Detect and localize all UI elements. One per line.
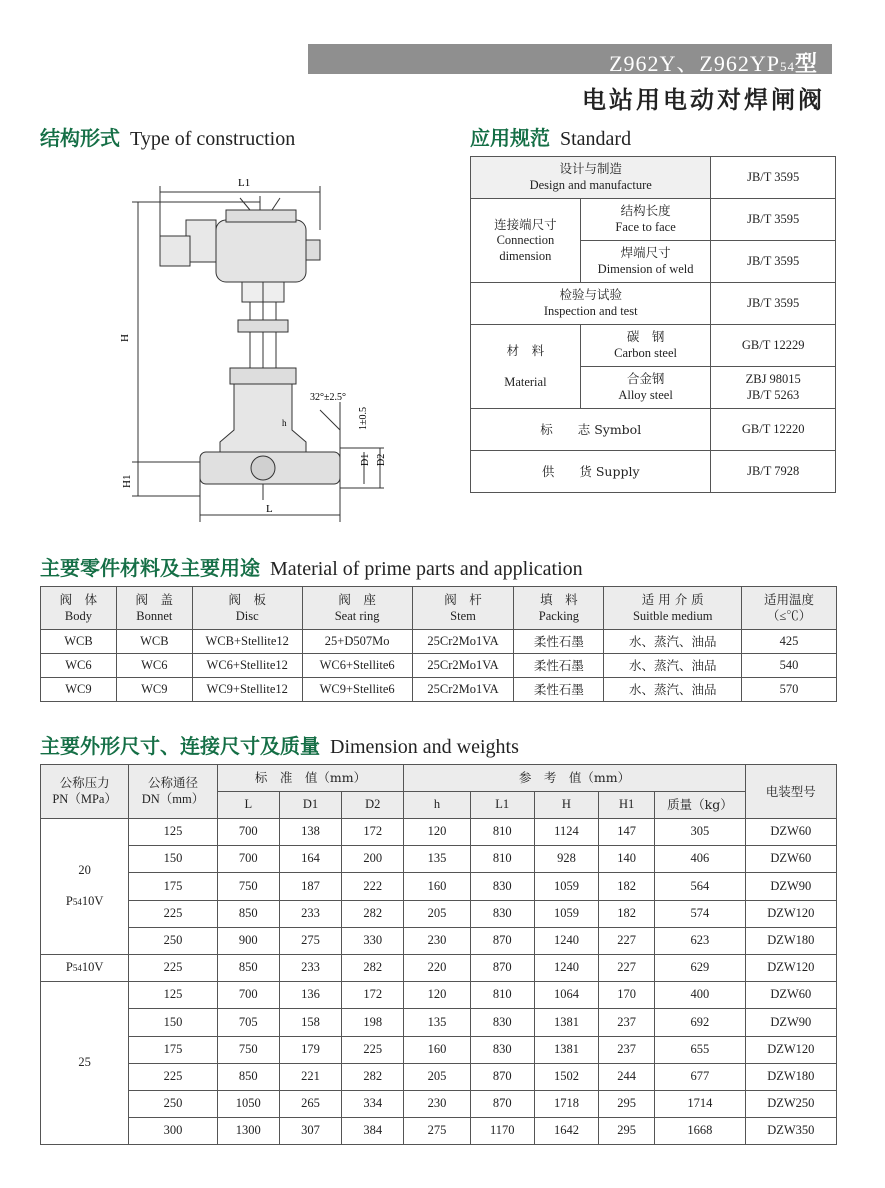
dim-row: [41, 982, 837, 1009]
standard-heading: 应用规范 Standard: [470, 126, 632, 150]
dim-cell: 250: [129, 927, 217, 954]
dim-cell: 160: [404, 873, 470, 900]
dim-cell: 282: [342, 954, 404, 981]
dim-cell: 692: [655, 1009, 745, 1036]
dim-cell: 830: [470, 873, 534, 900]
dim-l1-label: L1: [238, 177, 251, 189]
material-header-cell: 阀 体 Body: [41, 587, 117, 630]
material-cell: 25Cr2Mo1VA: [412, 654, 514, 678]
dim-head-standard: 标 准 值（mm）: [217, 765, 404, 792]
std-carbon-cell: 碳 钢 Carbon steel: [580, 325, 711, 367]
dim-col-header: H: [534, 792, 598, 819]
dim-cell: 237: [599, 1036, 655, 1063]
dim-col-header: 质量（kg）: [655, 792, 745, 819]
dim-cell: 1381: [534, 1009, 598, 1036]
material-cell: 柔性石墨: [514, 630, 604, 654]
dim-cell: 330: [342, 927, 404, 954]
dim-cell: 120: [404, 819, 470, 846]
material-cell: 水、蒸汽、油品: [604, 654, 742, 678]
dim-cell: 384: [342, 1118, 404, 1145]
dim-cell: 1300: [217, 1118, 279, 1145]
dim-cell: 700: [217, 846, 279, 873]
std-insp-cell: 检验与试验 Inspection and test: [471, 283, 711, 325]
dim-cell: 230: [404, 1090, 470, 1117]
dim-cell: 136: [279, 982, 341, 1009]
dim-cell: 1240: [534, 954, 598, 981]
dim-row: [41, 1063, 837, 1090]
dim-cell: 850: [217, 1063, 279, 1090]
dim-cell: 222: [342, 873, 404, 900]
product-title: 电站用电动对焊闸阀: [582, 86, 825, 114]
dim-cell: 225: [129, 954, 217, 981]
dim-l-label: L: [266, 503, 273, 515]
material-row: [41, 630, 837, 654]
dim-cell: 850: [217, 900, 279, 927]
dim-cell: 830: [470, 1036, 534, 1063]
material-table: [40, 586, 837, 702]
dim-h1-label: H1: [121, 474, 133, 488]
dim-cell: 1714: [655, 1090, 745, 1117]
dim-row: [41, 900, 837, 927]
material-header-cell: 适用温度 （≤℃）: [742, 587, 837, 630]
material-row: [41, 654, 837, 678]
material-cell: 425: [742, 630, 837, 654]
dim-cell: 810: [470, 846, 534, 873]
dim-cell: DZW120: [745, 1036, 836, 1063]
dim-small-h-label: h: [282, 418, 287, 428]
dim-head-reference: 参 考 值（mm）: [404, 765, 745, 792]
material-cell: 25Cr2Mo1VA: [412, 678, 514, 702]
material-cell: WC9+Stellite12: [192, 678, 302, 702]
dim-cell: 147: [599, 819, 655, 846]
dim-cell: 295: [599, 1118, 655, 1145]
dim-cell: 1240: [534, 927, 598, 954]
dim-cell: 233: [279, 954, 341, 981]
dim-cell: 225: [129, 900, 217, 927]
dim-d1-label: D1: [360, 453, 371, 466]
material-header-cell: 阀 板 Disc: [192, 587, 302, 630]
dim-cell: 870: [470, 954, 534, 981]
dim-cell: 810: [470, 982, 534, 1009]
dim-cell: 244: [599, 1063, 655, 1090]
dim-cell: 870: [470, 927, 534, 954]
dim-cell: 175: [129, 1036, 217, 1063]
material-cell: 25Cr2Mo1VA: [412, 630, 514, 654]
std-carbon-value: GB/T 12229: [711, 325, 836, 367]
dim-cell: 295: [599, 1090, 655, 1117]
dim-cell: 220: [404, 954, 470, 981]
dim-cell: 170: [599, 982, 655, 1009]
dim-cell: 205: [404, 1063, 470, 1090]
model-number: Z962Y、Z962YP54型: [609, 51, 818, 77]
material-cell: 540: [742, 654, 837, 678]
dim-cell: 200: [342, 846, 404, 873]
dim-cell: 227: [599, 927, 655, 954]
dim-cell: 205: [404, 900, 470, 927]
dim-cell: DZW90: [745, 873, 836, 900]
material-cell: WC9: [116, 678, 192, 702]
dim-cell: 221: [279, 1063, 341, 1090]
dim-cell: 233: [279, 900, 341, 927]
std-f2f-value: JB/T 3595: [711, 199, 836, 241]
dim-row: [41, 954, 837, 981]
material-cell: 水、蒸汽、油品: [604, 678, 742, 702]
dim-cell: 564: [655, 873, 745, 900]
material-cell: WCB+Stellite12: [192, 630, 302, 654]
dimension-table: [40, 764, 837, 1145]
material-cell: WCB: [116, 630, 192, 654]
dim-cell: 850: [217, 954, 279, 981]
dim-row: [41, 1118, 837, 1145]
dim-cell: 1718: [534, 1090, 598, 1117]
material-header-cell: 适 用 介 质 Suitble medium: [604, 587, 742, 630]
dim-cell: 182: [599, 900, 655, 927]
dim-row: [41, 819, 837, 846]
dim-d2-label: D2: [376, 453, 387, 466]
dim-cell: 1668: [655, 1118, 745, 1145]
dim-cell: 140: [599, 846, 655, 873]
dim-row: [41, 1009, 837, 1036]
dim-row: [41, 1036, 837, 1063]
dim-cell: DZW120: [745, 954, 836, 981]
dim-col-header: D2: [342, 792, 404, 819]
dim-cell: 1059: [534, 900, 598, 927]
dim-cell: 227: [599, 954, 655, 981]
dim-cell: 158: [279, 1009, 341, 1036]
dim-cell: 574: [655, 900, 745, 927]
dim-cell: 1170: [470, 1118, 534, 1145]
dim-cell: 225: [342, 1036, 404, 1063]
dim-cell: 900: [217, 927, 279, 954]
dim-pressure-cell: 25: [41, 982, 129, 1145]
dim-cell: DZW180: [745, 927, 836, 954]
material-cell: 柔性石墨: [514, 654, 604, 678]
construction-heading: 结构形式 Type of construction: [40, 126, 296, 150]
dim-cell: 187: [279, 873, 341, 900]
dim-cell: 172: [342, 982, 404, 1009]
std-design-cell: 设计与制造 Design and manufacture: [471, 157, 711, 199]
dim-cell: 172: [342, 819, 404, 846]
std-material-cell: 材 料 Material: [471, 325, 581, 409]
dim-cell: DZW60: [745, 982, 836, 1009]
dim-cell: 1064: [534, 982, 598, 1009]
material-cell: WC6: [116, 654, 192, 678]
dim-cell: DZW350: [745, 1118, 836, 1145]
dim-cell: 282: [342, 900, 404, 927]
std-alloy-value: ZBJ 98015 JB/T 5263: [711, 367, 836, 409]
dim-cell: 334: [342, 1090, 404, 1117]
dim-cell: 307: [279, 1118, 341, 1145]
dim-cell: 1642: [534, 1118, 598, 1145]
dimension-heading: 主要外形尺寸、连接尺寸及质量 Dimension and weights: [40, 734, 519, 758]
dim-cell: 275: [404, 1118, 470, 1145]
dim-cell: 1502: [534, 1063, 598, 1090]
dim-pressure-cell: 20 P5410V: [41, 819, 129, 955]
dim-cell: 250: [129, 1090, 217, 1117]
material-cell: WC6+Stellite6: [302, 654, 412, 678]
dim-cell: 150: [129, 846, 217, 873]
dim-cell: 150: [129, 1009, 217, 1036]
dim-cell: DZW120: [745, 900, 836, 927]
dim-row: [41, 873, 837, 900]
std-conn-cell: 连接端尺寸 Connection dimension: [471, 199, 581, 283]
dim-cell: DZW60: [745, 819, 836, 846]
dim-cell: 275: [279, 927, 341, 954]
dim-row: [41, 1090, 837, 1117]
dim-cell: 120: [404, 982, 470, 1009]
dim-cell: 1050: [217, 1090, 279, 1117]
dim-cell: 1124: [534, 819, 598, 846]
material-header-cell: 阀 杆 Stem: [412, 587, 514, 630]
dim-cell: 160: [404, 1036, 470, 1063]
standard-table: [470, 156, 836, 493]
dim-cell: 125: [129, 819, 217, 846]
dim-cell: 300: [129, 1118, 217, 1145]
dim-cell: 138: [279, 819, 341, 846]
dim-cell: 179: [279, 1036, 341, 1063]
std-symbol-cell: 标 志 Symbol: [471, 409, 711, 451]
dim-col-header: L1: [470, 792, 534, 819]
tolerance-label: 1±0.5: [358, 407, 369, 430]
dim-cell: 810: [470, 819, 534, 846]
std-supply-value: JB/T 7928: [711, 451, 836, 493]
dim-cell: 406: [655, 846, 745, 873]
valve-drawing: [100, 170, 440, 530]
dim-cell: 870: [470, 1063, 534, 1090]
material-cell: 570: [742, 678, 837, 702]
dim-col-header: H1: [599, 792, 655, 819]
material-cell: WC6: [41, 654, 117, 678]
dim-cell: DZW180: [745, 1063, 836, 1090]
angle-label: 32°±2.5°: [310, 392, 346, 403]
dim-cell: 265: [279, 1090, 341, 1117]
material-cell: 水、蒸汽、油品: [604, 630, 742, 654]
material-header-cell: 阀 座 Seat ring: [302, 587, 412, 630]
dim-pressure-cell: P5410V: [41, 954, 129, 981]
std-alloy-cell: 合金钢 Alloy steel: [580, 367, 711, 409]
dim-col-header: D1: [279, 792, 341, 819]
material-heading: 主要零件材料及主要用途 Material of prime parts and application: [40, 556, 583, 580]
dim-cell: DZW90: [745, 1009, 836, 1036]
dim-cell: 175: [129, 873, 217, 900]
dim-cell: 1059: [534, 873, 598, 900]
dim-cell: 623: [655, 927, 745, 954]
dim-cell: 135: [404, 1009, 470, 1036]
dim-head-dn: 公称通径 DN（mm）: [129, 765, 217, 819]
dim-cell: 705: [217, 1009, 279, 1036]
dim-h-label: H: [119, 334, 131, 342]
material-cell: WCB: [41, 630, 117, 654]
dim-cell: 164: [279, 846, 341, 873]
dim-head-pn: 公称压力 PN（MPa）: [41, 765, 129, 819]
dim-cell: 870: [470, 1090, 534, 1117]
dim-cell: 750: [217, 1036, 279, 1063]
std-weld-value: JB/T 3595: [711, 241, 836, 283]
dim-cell: 700: [217, 819, 279, 846]
dim-cell: 135: [404, 846, 470, 873]
dim-cell: 830: [470, 900, 534, 927]
std-symbol-value: GB/T 12220: [711, 409, 836, 451]
material-cell: WC6+Stellite12: [192, 654, 302, 678]
dim-cell: 237: [599, 1009, 655, 1036]
dim-cell: 655: [655, 1036, 745, 1063]
dim-col-header: L: [217, 792, 279, 819]
std-f2f-cell: 结构长度 Face to face: [580, 199, 711, 241]
dim-head-model: 电装型号: [745, 765, 836, 819]
material-cell: 柔性石墨: [514, 678, 604, 702]
material-cell: WC9: [41, 678, 117, 702]
dim-col-header: h: [404, 792, 470, 819]
dim-row: [41, 927, 837, 954]
dim-cell: 677: [655, 1063, 745, 1090]
std-design-value: JB/T 3595: [711, 157, 836, 199]
dim-cell: DZW60: [745, 846, 836, 873]
std-weld-cell: 焊端尺寸 Dimension of weld: [580, 241, 711, 283]
dim-cell: 230: [404, 927, 470, 954]
dim-cell: 830: [470, 1009, 534, 1036]
dim-cell: 1381: [534, 1036, 598, 1063]
dim-cell: DZW250: [745, 1090, 836, 1117]
dim-cell: 125: [129, 982, 217, 1009]
material-cell: 25+D507Mo: [302, 630, 412, 654]
dim-cell: 225: [129, 1063, 217, 1090]
dim-cell: 750: [217, 873, 279, 900]
material-row: [41, 678, 837, 702]
dim-cell: 629: [655, 954, 745, 981]
material-header-cell: 阀 盖 Bonnet: [116, 587, 192, 630]
material-header-cell: 填 料 Packing: [514, 587, 604, 630]
dim-cell: 282: [342, 1063, 404, 1090]
material-cell: WC9+Stellite6: [302, 678, 412, 702]
dim-cell: 182: [599, 873, 655, 900]
dim-cell: 400: [655, 982, 745, 1009]
dim-cell: 928: [534, 846, 598, 873]
std-supply-cell: 供 货 Supply: [471, 451, 711, 493]
dim-cell: 198: [342, 1009, 404, 1036]
std-insp-value: JB/T 3595: [711, 283, 836, 325]
model-title-bar: [308, 44, 832, 77]
dim-cell: 700: [217, 982, 279, 1009]
dim-row: [41, 846, 837, 873]
dim-cell: 305: [655, 819, 745, 846]
